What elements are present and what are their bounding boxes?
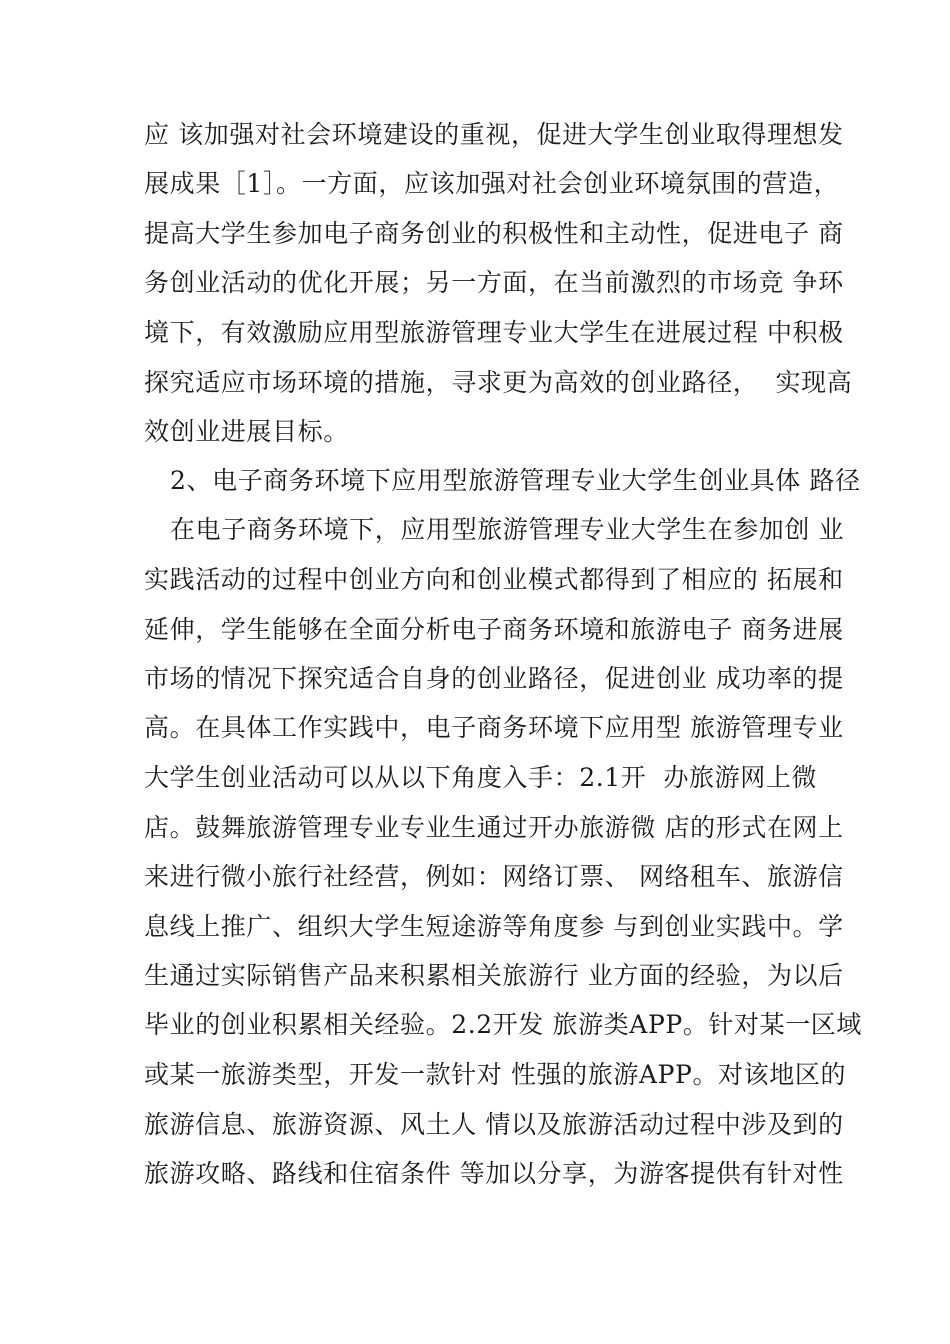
paragraph-first-line: 在电子商务环境下，应用型旅游管理专业大学生在参加创 业: [170, 515, 845, 544]
text-line: 大学生创业活动可以从以下角度入手：2.1开 办旅游网上微: [144, 763, 818, 792]
text-line: 效创业进展目标。: [144, 417, 349, 446]
text-line: 毕业的创业积累相关经验。2.2开发 旅游类APP。针对某一区域: [144, 1010, 863, 1039]
text-line: 市场的情况下探究适合自身的创业路径，促进创业 成功率的提: [144, 664, 844, 693]
section-heading: 2、电子商务环境下应用型旅游管理专业大学生创业具体 路径: [170, 466, 861, 495]
text-line: 提高大学生参加电子商务创业的积极性和主动性，促进电子 商: [144, 219, 844, 248]
text-line: 探究适应市场环境的措施，寻求更为高效的创业路径， 实现高: [144, 368, 853, 397]
text-line: 或某一旅游类型，开发一款针对 性强的旅游APP。对该地区的: [144, 1060, 847, 1089]
text-line: 旅游攻略、路线和住宿条件 等加以分享，为游客提供有针对性: [144, 1159, 844, 1188]
text-line: 实践活动的过程中创业方向和创业模式都得到了相应的 拓展和: [144, 565, 844, 594]
text-line: 务创业活动的优化开展；另一方面，在当前激烈的市场竞 争环: [144, 268, 844, 297]
text-line: 高。在具体工作实践中，电子商务环境下应用型 旅游管理专业: [144, 713, 844, 742]
text-line: 息线上推广、组织大学生短途游等角度参 与到创业实践中。学: [144, 912, 844, 941]
text-line: 应 该加强对社会环境建设的重视，促进大学生创业取得理想发: [144, 120, 844, 149]
text-line: 展成果［1］。一方面，应该加强对社会创业环境氛围的营造，: [144, 169, 840, 198]
text-line: 生通过实际销售产品来积累相关旅游行 业方面的经验，为以后: [144, 961, 844, 990]
text-line: 来进行微小旅行社经营，例如：网络订票、 网络租车、旅游信: [144, 862, 844, 891]
text-line: 旅游信息、旅游资源、风土人 情以及旅游活动过程中涉及到的: [144, 1110, 844, 1139]
text-line: 境下，有效激励应用型旅游管理专业大学生在进展过程 中积极: [144, 318, 844, 347]
text-line: 店。鼓舞旅游管理专业专业生通过开办旅游微 店的形式在网上: [144, 813, 844, 842]
text-line: 延伸，学生能够在全面分析电子商务环境和旅游电子 商务进展: [144, 615, 844, 644]
